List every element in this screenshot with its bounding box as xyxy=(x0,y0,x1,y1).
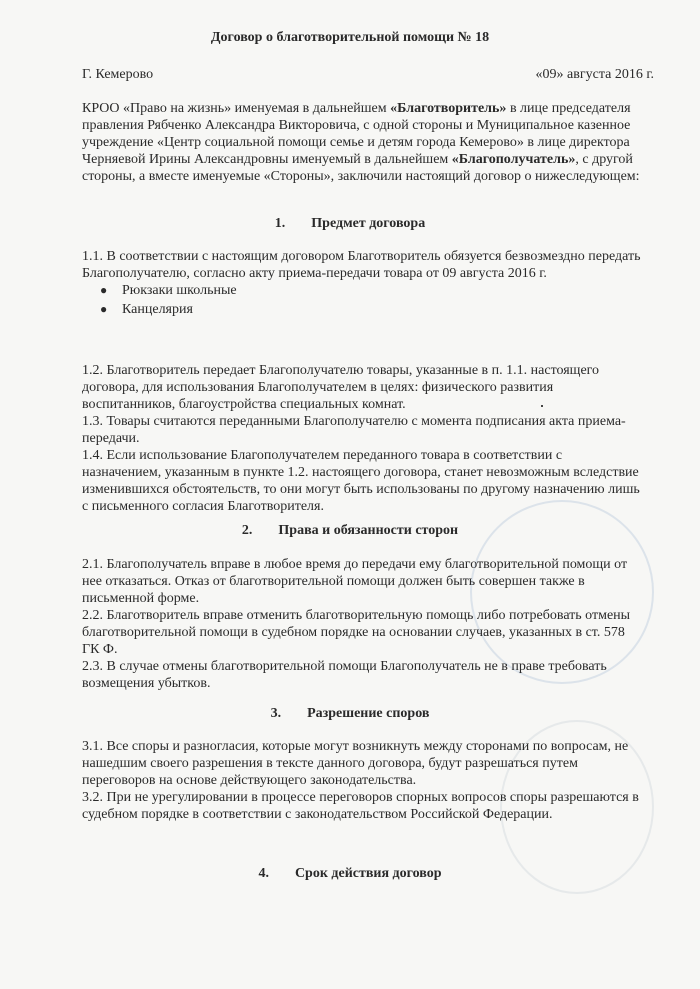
section-number: 2. xyxy=(241,523,253,538)
list-item-label: Канцелярия xyxy=(122,302,193,317)
intro-text-3: , с другой стороны, а вместе именуемые «Стороны», заключили настоящий договор о нижеследующем: xyxy=(82,152,640,184)
ink-dot xyxy=(541,405,543,407)
section-heading-3 xyxy=(0,706,700,722)
section-3-text: 3.1. Все споры и разногласия, которые могут возникнуть между сторонами по вопросам, не нашедшим своего разрешения в тексте данного договора, будут разрешаться путем переговоров на основе действующего законодательства. 3.2. При не урегулировании в процессе переговоров спорных вопросов споры разрешаются в судебном порядке в соответствии с законодательством Российской Федерации. xyxy=(82,739,639,822)
section-title: Права и обязанности сторон xyxy=(278,523,459,538)
document-title: Договор о благотворительной помощи № 18 xyxy=(210,30,490,45)
bullet-icon: ● xyxy=(100,302,108,316)
intro-paragraph xyxy=(82,100,642,185)
section-2-text: 2.1. Благополучатель вправе в любое время до передачи ему благотворительной помощи от нее отказаться. Отказ от благотворительной помощи должен быть совершен также в письменной форме. 2.2. Благотворитель вправе отменить благотворительную помощь либо потребовать отмены благотворительной помощи в судебном порядке на основании случаев, указанных в ст. 578 ГК Ф. 2.3. В случае отмены благотворительной помощи Благополучатель не в праве требовать возмещения убытков. xyxy=(82,557,631,691)
section-number: 1. xyxy=(274,216,286,231)
section-1-text: 1.1. В соответствии с настоящим договором Благотворитель обязуется безвозмездно передать Благополучателю, согласно акту приема-передачи товара от 09 августа 2016 г. xyxy=(82,249,641,281)
section-number: 4. xyxy=(258,866,269,881)
section-1-text-2: 1.2. Благотворитель передает Благополучателю товары, указанные в п. 1.1. настоящего договора, для использования Благополучателем в целях: физического развития воспитанников, благоустройства специальных комнат. 1.3. Товары считаются переданными Благополучателю с момента подписания акта приема-передачи. 1.4. Если использование Благополучателем переданного товара в соответствии с назначением, указанным в пункте 1.2. настоящего договора, станет невозможным вследствие изменившихся обстоятельств, то они могут быть использованы по другому назначению лишь с письменного согласия Благотворителя. xyxy=(82,363,640,514)
section-title: Предмет договора xyxy=(311,216,426,231)
bullet-icon: ● xyxy=(100,283,108,297)
section-heading-1 xyxy=(0,216,700,232)
intro-text-2: в лице председателя правления Рябченко Александра Викторовича, с одной стороны и Муниципальное казенное учреждение «Центр социальной помощи семье и детям города Кемерово» в лице директора Черняевой Ирины Александровны именуемый в дальнейшем xyxy=(82,101,631,167)
beneficiary-term: «Благополучатель» xyxy=(451,152,576,167)
document-date: «09» августа 2016 г. xyxy=(535,67,654,82)
section-heading-2 xyxy=(0,523,700,539)
list-item-label: Рюкзаки школьные xyxy=(122,283,237,298)
section-title: Разрешение споров xyxy=(307,706,430,721)
section-heading-4 xyxy=(0,866,700,882)
intro-text-1: КРОО «Право на жизнь» именуемая в дальнейшем xyxy=(82,101,391,116)
list-item xyxy=(100,300,237,319)
section-number: 3. xyxy=(270,706,282,721)
items-list xyxy=(100,281,237,319)
document-city: Г. Кемерово xyxy=(82,67,154,82)
list-item xyxy=(100,281,237,300)
section-title: Срок действия договор xyxy=(294,866,442,881)
benefactor-term: «Благотворитель» xyxy=(390,101,507,116)
